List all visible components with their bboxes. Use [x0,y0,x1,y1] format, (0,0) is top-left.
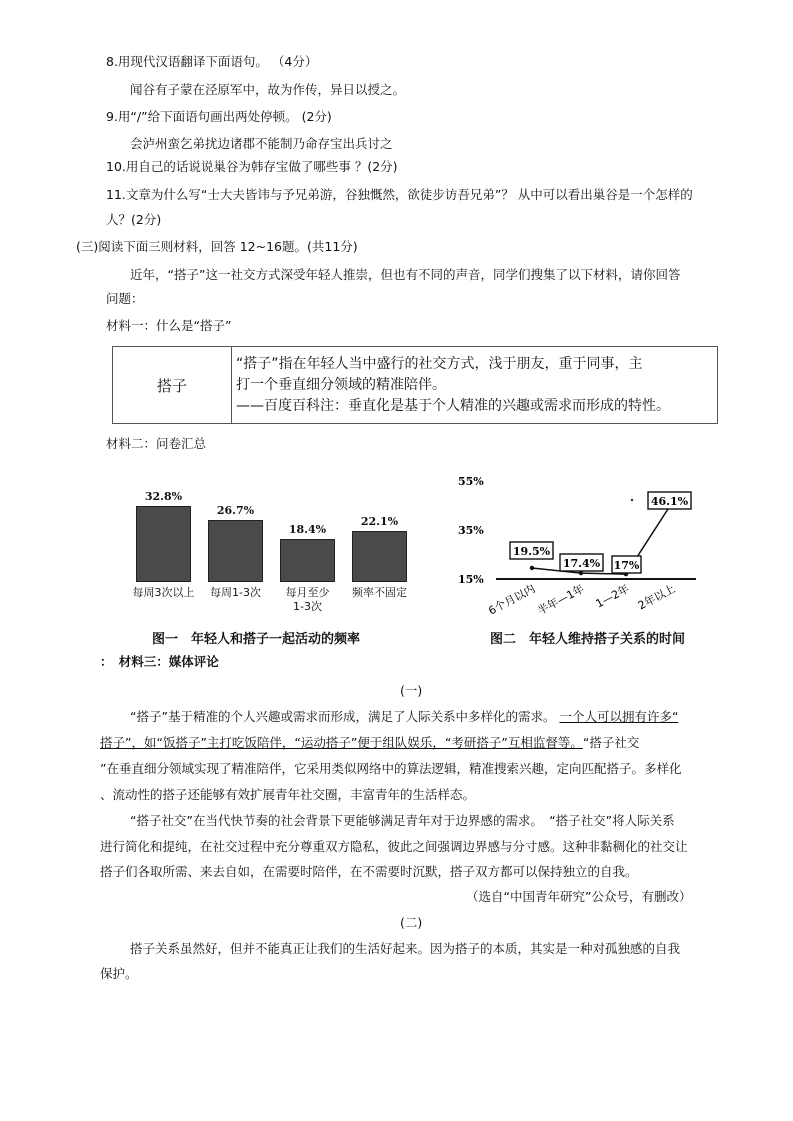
question-8-text: 闻谷有子蒙在泾原军中，故为作传，异日以授之。 [130,82,406,97]
paragraph-1-line2-underlined: 搭子”，如“饭搭子”主打吃饭陪伴，“运动搭子”便于组队娱乐，“考研搭子”互相监督等。 [100,735,583,750]
question-9-text: 会泸州蛮乞弟扰边诸郡不能制乃命存宝出兵讨之 [130,136,393,151]
paragraph-1-line1-a: “搭子”基于精准的个人兴趣或需求而形成，满足了人际关系中多样化的需求。 [130,709,560,724]
question-9-prompt: 9.用“/”给下面语句画出两处停顿。 (2分) [106,109,332,124]
definition-line3: ——百度百科注：垂直化是基于个人精准的兴趣或需求而形成的特性。 [236,397,670,414]
chart-duration [448,470,738,655]
question-8-prompt: 8.用现代汉语翻译下面语句。 （4分） [106,54,318,69]
paragraph-1-line1 [130,707,678,727]
bar-category-label-2: 每月至少 1-3次 [285,586,330,613]
dot-mark [631,499,633,501]
material-1-title: 材料一：什么是“搭子” [106,318,232,333]
definition-table [112,346,718,424]
source-note: （选自“中国青年研究”公众号，有删改） [466,889,692,904]
x-category-label-3: 2年以上 [635,582,678,613]
bar-category-label-3: 频率不固定 [352,586,407,599]
section-3-heading: (三)阅读下面三则材料，回答 12~16题。(共11分) [76,239,358,254]
question-11-line1: 11.文章为什么写“士大夫皆讳与予兄弟游，谷独慨然，欲徒步访吾兄弟”？ 从中可以看出巢谷是一个怎样的 [106,187,693,202]
definition-line2: 打一个垂直细分领域的精准陪伴。 [236,376,446,393]
bar-1 [208,520,263,582]
paragraph-3-line2: 保护。 [100,966,138,981]
data-label-1: 17.4% [562,557,601,570]
definition-term: 搭子 [113,347,232,424]
x-category-label-1: 半年—1年 [535,582,587,618]
paragraph-1-line1-underlined: 一个人可以拥有许多“ [559,709,679,724]
y-tick-label-1: 35% [458,524,484,537]
bar-3 [352,531,407,582]
paragraph-2-line1: “搭子社交”在当代快节奏的社会背景下更能够满足青年对于边界感的需求。 “搭子社交”将人际关系 [130,813,675,828]
section-3-intro-line1: 近年，“搭子”这一社交方式深受年轻人推崇，但也有不同的声音，同学们搜集了以下材料，请你回答 [130,267,681,282]
bar-category-label-0: 每周3次以上 [132,586,195,599]
data-label-0: 19.5% [512,545,551,558]
paragraph-2-line3: 搭子们各取所需、来去自如，在需要时陪伴，在不需要时沉默，搭子双方都可以保持独立的自我。 [100,864,638,879]
material-3-title: ： 材料三：媒体评论 [100,654,219,669]
x-category-label-2: 1—2年 [593,582,632,611]
data-label-2: 17% [613,559,640,572]
bar-2 [280,539,335,582]
material-3-part1-label: (一) [400,683,423,698]
bar-value-label-0: 32.8% [144,490,183,503]
material-2-title: 材料二：问卷汇总 [106,436,207,451]
paragraph-1-line3: ”在垂直细分领域实现了精准陪伴，它采用类似网络中的算法逻辑，精准搜索兴趣，定向匹配搭子。多样化 [100,761,682,776]
question-10-prompt: 10.用自己的话说说巢谷为韩存宝做了哪些事 ？(2分) [106,159,398,174]
x-category-label-0: 6个月以内 [486,582,538,618]
data-label-3: 46.1% [650,495,689,508]
bar-0 [136,506,191,582]
y-tick-label-0: 55% [458,475,484,488]
definition-line1: “搭子”指在年轻人当中盛行的社交方式，浅于朋友，重于同事，主 [236,355,643,372]
paragraph-3-line1: 搭子关系虽然好，但并不能真正让我们的生活好起来。因为搭子的本质，其实是一种对孤独感的自我 [130,941,681,956]
question-11-line2: 人？(2分) [106,212,162,227]
material-3-part2-label: (二) [400,915,423,930]
y-tick-label-2: 15% [458,573,484,586]
bar-value-label-3: 22.1% [360,515,399,528]
section-3-intro-line2: 问题： [106,291,144,306]
data-point-0 [530,566,534,570]
chart-2-title: 图二 年轻人维持搭子关系的时间 [490,632,686,647]
bar-category-label-1: 每周1-3次 [210,586,261,599]
chart-2-plot [448,470,738,620]
paragraph-1-line2 [100,733,639,753]
chart-1-title: 图一 年轻人和搭子一起活动的频率 [152,632,361,647]
paragraph-1-line4: 、流动性的搭子还能够有效扩展青年社交圈，丰富青年的生活样态。 [100,787,476,802]
bar-value-label-1: 26.7% [216,504,255,517]
bar-value-label-2: 18.4% [288,523,327,536]
paragraph-1-line2-b: “搭子社交 [582,735,640,750]
paragraph-2-line2: 进行简化和提纯，在社交过程中充分尊重双方隐私，彼此之间强调边界感与分寸感。这种非黏稠化的社交让 [100,839,688,854]
chart-frequency [118,470,438,655]
